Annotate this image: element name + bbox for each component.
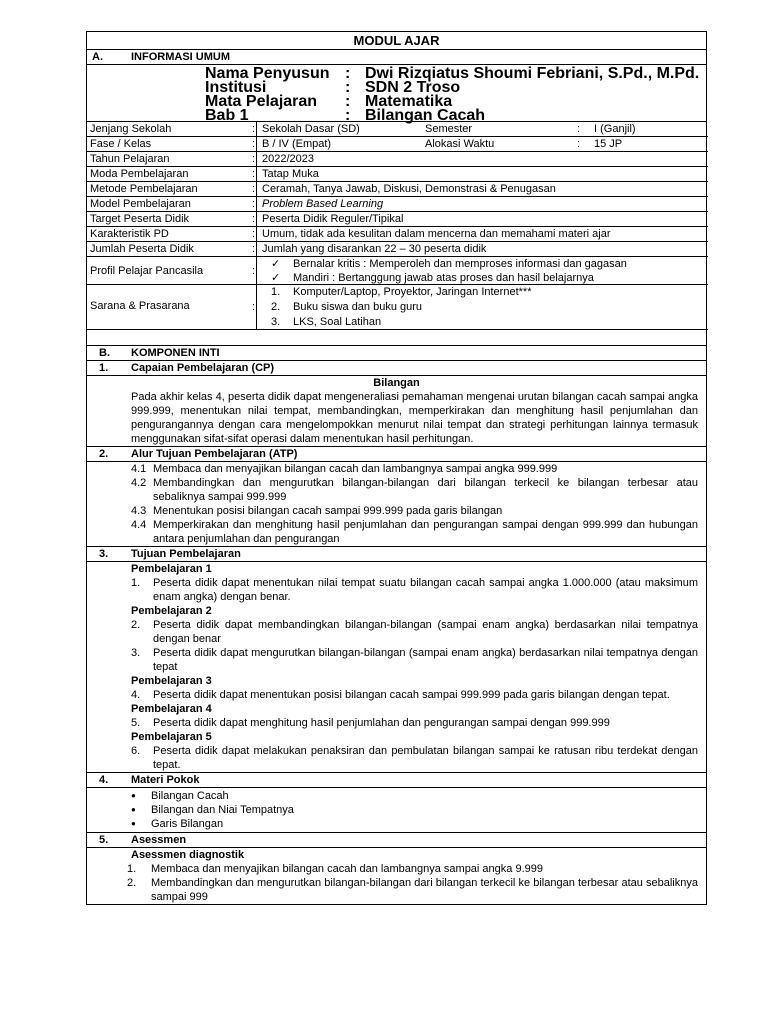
moda-colon: : — [252, 168, 256, 180]
fase-value-cell — [252, 137, 708, 152]
materi-header — [87, 773, 706, 788]
materi-item: Bilangan Cacah — [151, 790, 229, 802]
sarana-number: 3. — [271, 316, 281, 328]
tujuan-item-number: 4. — [131, 689, 141, 701]
karakteristik-value-cell — [252, 227, 708, 242]
alokasi-value: 15 JP — [594, 138, 623, 150]
sarana-number: 2. — [271, 301, 281, 313]
alokasi-colon: : — [577, 138, 581, 150]
tujuan-item-text: Peserta didik dapat melakukan penaksiran dan pembulatan bilangan sampai ke ratusan ribu terdekat dengan tepat. — [153, 745, 698, 771]
profil-colon: : — [252, 265, 256, 277]
check-icon: ✓ — [271, 272, 281, 284]
tujuan-item-text: Peserta didik dapat mengurutkan bilangan-bilangan (sampai enam angka) berdasarkan nilai tempatnya dengan tepat — [153, 647, 698, 673]
subject-value: Matematika — [365, 93, 453, 110]
atp-body — [87, 462, 706, 547]
tujuan-item-number: 6. — [131, 745, 141, 757]
cp-number: 1. — [99, 362, 109, 374]
cp-heading: Bilangan — [373, 377, 420, 389]
tahun-colon: : — [252, 153, 256, 165]
jumlah-value-cell — [252, 242, 708, 257]
chapter-row — [87, 107, 706, 122]
asesmen-number: 5. — [99, 834, 109, 846]
atp-item-number: 4.1 — [131, 463, 147, 475]
pembelajaran-heading: Pembelajaran 5 — [131, 731, 212, 743]
atp-item-text: Memperkirakan dan menghitung hasil penjumlahan dan pengurangan sampai dengan 999.999 dan hubungan antara penjumlahan dan pengurangan — [153, 519, 698, 545]
bullet-icon: ● — [131, 819, 136, 828]
profil-value-cell — [252, 257, 708, 285]
materi-body — [87, 788, 706, 833]
asesmen-label: Asessmen — [131, 834, 187, 846]
asesmen-item-number: 1. — [127, 863, 137, 875]
bullet-icon: ● — [131, 805, 136, 814]
sarana-colon: : — [252, 301, 256, 313]
pembelajaran-heading: Pembelajaran 4 — [131, 703, 212, 715]
asesmen-item-text: Membaca dan menyajikan bilangan cacah dan lambangnya sampai angka 9.999 — [151, 863, 543, 875]
atp-item-text: Menentukan posisi bilangan cacah sampai 999.999 pada garis bilangan — [153, 505, 503, 517]
chapter-colon: : — [345, 107, 351, 124]
fase-colon: : — [252, 138, 256, 150]
tujuan-item-number: 2. — [131, 619, 141, 631]
tahun-label: Tahun Pelajaran — [87, 152, 257, 167]
author-value: Dwi Rizqiatus Shoumi Febriani, S.Pd., M.Pd. — [365, 65, 700, 82]
sarana-item: Komputer/Laptop, Proyektor, Jaringan Internet*** — [293, 286, 532, 298]
asesmen-item — [87, 876, 706, 904]
atp-item-number: 4.4 — [131, 519, 147, 531]
fase-label: Fase / Kelas — [87, 137, 257, 152]
tahun-value: 2022/2023 — [262, 153, 314, 165]
atp-item — [87, 518, 706, 546]
karakteristik-label: Karakteristik PD — [87, 227, 257, 242]
section-a-header — [87, 50, 706, 65]
model-value: Problem Based Learning — [262, 198, 384, 210]
karakteristik-value: Umum, tidak ada kesulitan dalam mencerna dan memahami materi ajar — [262, 228, 611, 240]
tujuan-item — [87, 716, 706, 730]
institution-value: SDN 2 Troso — [365, 79, 461, 96]
section-b-header — [87, 346, 706, 361]
section-a-label: INFORMASI UMUM — [131, 51, 230, 63]
sarana-item: Buku siswa dan buku guru — [293, 301, 423, 313]
model-value-cell — [252, 197, 708, 212]
list-item — [87, 789, 706, 803]
author-colon: : — [345, 65, 351, 82]
atp-item-text: Membandingkan dan mengurutkan bilangan-bilangan dari bilangan terkecil ke bilangan terbesar atau sebaliknya sampai 999.999 — [153, 477, 698, 503]
asesmen-header — [87, 833, 706, 848]
sarana-label-cell — [87, 285, 257, 330]
target-colon: : — [252, 213, 256, 225]
subject-colon: : — [345, 93, 351, 110]
tujuan-item — [87, 744, 706, 772]
tahun-value-cell — [252, 152, 708, 167]
asesmen-item — [87, 862, 706, 876]
tujuan-item-text: Peserta didik dapat menghitung hasil penjumlahan dan pengurangan sampai dengan 999.999 — [153, 717, 610, 729]
profil-label-cell — [87, 257, 257, 285]
bullet-icon: ● — [131, 791, 136, 800]
tujuan-item — [87, 576, 706, 604]
blank-row — [87, 330, 706, 346]
asesmen-body — [87, 848, 706, 905]
moda-label: Moda Pembelajaran — [87, 167, 257, 182]
semester-value: I (Ganjil) — [594, 123, 636, 135]
tujuan-body — [87, 562, 706, 773]
asesmen-item-number: 2. — [127, 877, 137, 889]
institution-row — [87, 79, 706, 96]
author-row — [87, 65, 706, 82]
target-value: Peserta Didik Reguler/Tipikal — [262, 213, 404, 225]
subject-label: Mata Pelajaran — [205, 93, 318, 110]
pembelajaran-heading: Pembelajaran 3 — [131, 675, 212, 687]
semester-label: Semester — [425, 123, 473, 135]
cp-header — [87, 361, 706, 376]
moda-value: Tatap Muka — [262, 168, 319, 180]
model-colon: : — [252, 198, 256, 210]
atp-item-number: 4.2 — [131, 477, 147, 489]
atp-item-text: Membaca dan menyajikan bilangan cacah dan lambangnya sampai angka 999.999 — [153, 463, 558, 475]
metode-value: Ceramah, Tanya Jawab, Diskusi, Demonstrasi & Penugasan — [262, 183, 556, 195]
atp-label: Alur Tujuan Pembelajaran (ATP) — [131, 448, 298, 460]
jenjang-value-cell — [252, 122, 708, 137]
asesmen-sub-heading: Asessmen diagnostik — [131, 849, 245, 861]
jumlah-value: Jumlah yang disarankan 22 – 30 peserta didik — [262, 243, 487, 255]
atp-item-number: 4.3 — [131, 505, 147, 517]
section-b-number: B. — [99, 347, 110, 359]
tujuan-item — [87, 618, 706, 646]
target-label: Target Peserta Didik — [87, 212, 257, 227]
tujuan-item-number: 3. — [131, 647, 141, 659]
tujuan-item — [87, 646, 706, 674]
jenjang-value: Sekolah Dasar (SD) — [262, 123, 360, 135]
cp-body — [87, 376, 706, 447]
materi-label: Materi Pokok — [131, 774, 200, 786]
atp-item — [87, 462, 706, 476]
tujuan-item-number: 5. — [131, 717, 141, 729]
asesmen-item-text: Membandingkan dan mengurutkan bilangan-bilangan dari bilangan terkecil ke bilangan terbesar atau sebaliknya sampai 999 — [151, 877, 698, 903]
chapter-label: Bab 1 — [205, 107, 249, 124]
model-label: Model Pembelajaran — [87, 197, 257, 212]
profil-item: Mandiri : Bertanggung jawab atas proses dan hasil belajarnya — [293, 272, 594, 284]
materi-item: Garis Bilangan — [151, 818, 224, 830]
tujuan-label: Tujuan Pembelajaran — [131, 548, 241, 560]
cp-label: Capaian Pembelajaran (CP) — [131, 362, 275, 374]
metode-value-cell — [252, 182, 708, 197]
jumlah-label: Jumlah Peserta Didik — [87, 242, 257, 257]
karakteristik-colon: : — [252, 228, 256, 240]
tujuan-item-text: Peserta didik dapat menentukan posisi bilangan cacah sampai 999.999 pada garis bilangan dengan tepat. — [153, 689, 670, 701]
target-value-cell — [252, 212, 708, 227]
metode-colon: : — [252, 183, 256, 195]
section-a-number: A. — [92, 51, 103, 63]
profil-item: Bernalar kritis : Memperoleh dan memproses informasi dan gagasan — [293, 258, 627, 270]
atp-header — [87, 447, 706, 462]
institution-colon: : — [345, 79, 351, 96]
pembelajaran-heading: Pembelajaran 1 — [131, 563, 212, 575]
profil-label: Profil Pelajar Pancasila — [90, 265, 204, 277]
info-grid — [87, 122, 706, 330]
chapter-value: Bilangan Cacah — [365, 107, 486, 124]
tujuan-item-text: Peserta didik dapat membandingkan bilangan-bilangan (sampai enam angka) berdasarkan nilai tempatnya dengan benar — [153, 619, 698, 645]
author-label: Nama Penyusun — [205, 65, 330, 82]
section-b-label: KOMPONEN INTI — [131, 347, 220, 359]
tujuan-number: 3. — [99, 548, 109, 560]
tujuan-header — [87, 547, 706, 562]
materi-item: Bilangan dan Niai Tempatnya — [151, 804, 294, 816]
tujuan-item-number: 1. — [131, 577, 141, 589]
tujuan-item-text: Peserta didik dapat menentukan nilai tempat suatu bilangan cacah sampai angka 1.000.000 (atau maksimum enam angka) dengan benar. — [153, 577, 698, 603]
document — [86, 31, 707, 905]
jumlah-colon: : — [252, 243, 256, 255]
list-item — [87, 817, 706, 831]
cp-text: Pada akhir kelas 4, peserta didik dapat mengeneraliasi pemahaman mengenai urutan bilangan cacah sampai angka 999.999, menentukan nilai tempat, membandingkan, memperkirakan dan menghitung hasil penjumlahan dan pengurangannya dengan cara mengelompokkan menurut nilai tempat dan strategi perhitungan lainnya termasuk menggunakan sifat-sifat operasi dalam menentukan hasil perhitungan. — [131, 391, 698, 445]
pembelajaran-heading: Pembelajaran 2 — [131, 605, 212, 617]
sarana-number: 1. — [271, 286, 281, 298]
jenjang-colon: : — [252, 123, 256, 135]
sarana-item: LKS, Soal Latihan — [293, 316, 382, 328]
atp-item — [87, 476, 706, 504]
fase-value: B / IV (Empat) — [262, 138, 332, 150]
metode-label: Metode Pembelajaran — [87, 182, 257, 197]
check-icon: ✓ — [271, 258, 281, 270]
atp-item — [87, 504, 706, 518]
tujuan-item — [87, 688, 706, 702]
document-table — [86, 31, 707, 905]
institution-label: Institusi — [205, 79, 267, 96]
jenjang-label: Jenjang Sekolah — [87, 122, 257, 137]
materi-number: 4. — [99, 774, 109, 786]
semester-colon: : — [577, 123, 581, 135]
moda-value-cell — [252, 167, 708, 182]
atp-number: 2. — [99, 448, 109, 460]
alokasi-label: Alokasi Waktu — [425, 138, 495, 150]
sarana-label: Sarana & Prasarana — [90, 300, 190, 312]
list-item — [87, 803, 706, 817]
document-title: MODUL AJAR — [87, 32, 706, 50]
subject-row — [87, 93, 706, 110]
sarana-value-cell — [252, 285, 708, 330]
